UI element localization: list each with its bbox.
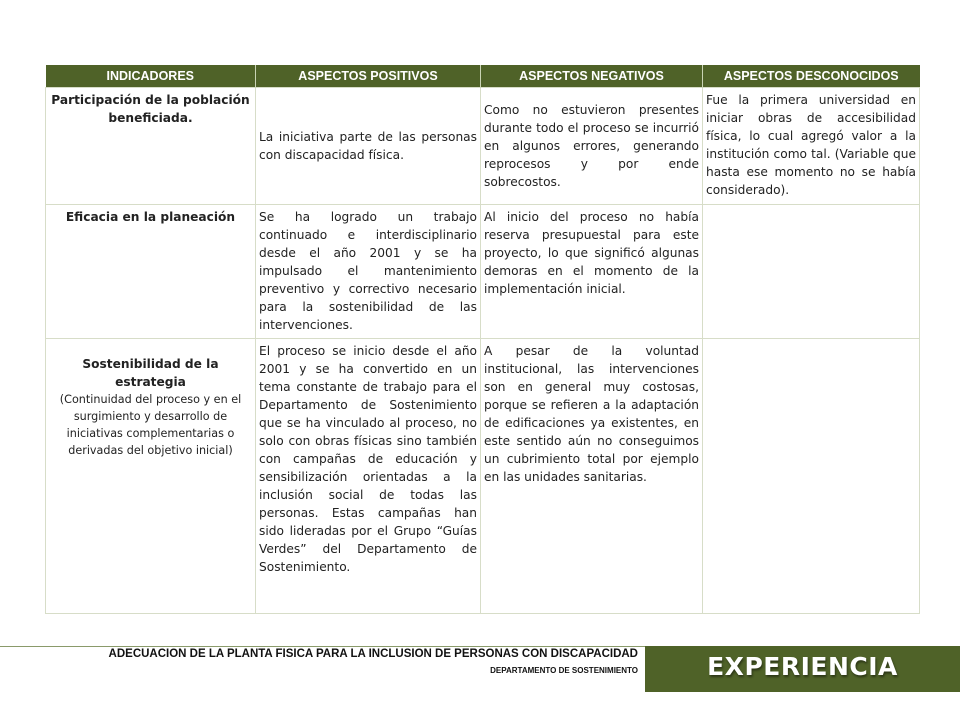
- footer-divider: [0, 646, 645, 647]
- footer-title: ADECUACION DE LA PLANTA FISICA PARA LA INCLUSION DE PERSONAS CON DISCAPACIDAD: [108, 648, 638, 660]
- positive-cell: Se ha logrado un trabajo continuado e interdisciplinario desde el año 2001 y se ha impulsado el mantenimiento preventivo y correctivo necesario para la sostenibilidad de las intervenciones.: [256, 205, 481, 339]
- table-row: [46, 339, 920, 614]
- indicator-title: Eficacia en la planeación: [65, 210, 236, 224]
- header-indicadores: INDICADORES: [46, 65, 256, 88]
- positive-cell: El proceso se inicio desde el año 2001 y se ha convertido en un tema constante de trabajo para el Departamento de Sostenimiento que se ha vinculado al proceso, no solo con obras físicas sino también con campañas de educación y sensibilización orientadas a la inclusión social de todas las personas. Estas campañas han sido lideradas por el Grupo “Guías Verdes” del Departamento de Sostenimiento.: [256, 339, 481, 614]
- unknown-cell: [703, 339, 920, 614]
- indicator-title: Sostenibilidad de la estrategia: [82, 357, 219, 389]
- experiencia-badge: EXPERIENCIA: [645, 646, 960, 692]
- unknown-cell: [703, 205, 920, 339]
- indicator-note: (Continuidad del proceso y en el surgimiento y desarrollo de iniciativas complementarias o derivadas del objetivo inicial): [59, 393, 242, 457]
- header-aspectos-negativos: ASPECTOS NEGATIVOS: [481, 65, 703, 88]
- negative-cell: Como no estuvieron presentes durante todo el proceso se incurrió en algunos errores, generando reprocesos y por ende sobrecostos.: [481, 88, 703, 205]
- negative-cell: Al inicio del proceso no había reserva presupuestal para este proyecto, lo que significó algunas demoras en el momento de la implementación inicial.: [481, 205, 703, 339]
- indicators-table: [45, 65, 920, 614]
- footer-subtitle: DEPARTAMENTO DE SOSTENIMIENTO: [490, 666, 638, 675]
- indicator-title: Participación de la población beneficiada.: [51, 93, 250, 125]
- header-aspectos-desconocidos: ASPECTOS DESCONOCIDOS: [703, 65, 920, 88]
- table-header-row: [46, 65, 920, 88]
- indicator-cell: [46, 339, 256, 614]
- indicator-cell: [46, 205, 256, 339]
- negative-cell: A pesar de la voluntad institucional, las intervenciones son en general muy costosas, porque se refieren a la adaptación de edificaciones ya existentes, en este sentido aún no conseguimos un cubrimiento total por ejemplo en las unidades sanitarias.: [481, 339, 703, 614]
- table-row: [46, 205, 920, 339]
- indicator-cell: [46, 88, 256, 205]
- unknown-cell: Fue la primera universidad en iniciar obras de accesibilidad física, lo cual agregó valor a la institución como tal. (Variable que hasta ese momento no se había considerado).: [703, 88, 920, 205]
- positive-cell: La iniciativa parte de las personas con discapacidad física.: [256, 88, 481, 205]
- header-aspectos-positivos: ASPECTOS POSITIVOS: [256, 65, 481, 88]
- table-row: [46, 88, 920, 205]
